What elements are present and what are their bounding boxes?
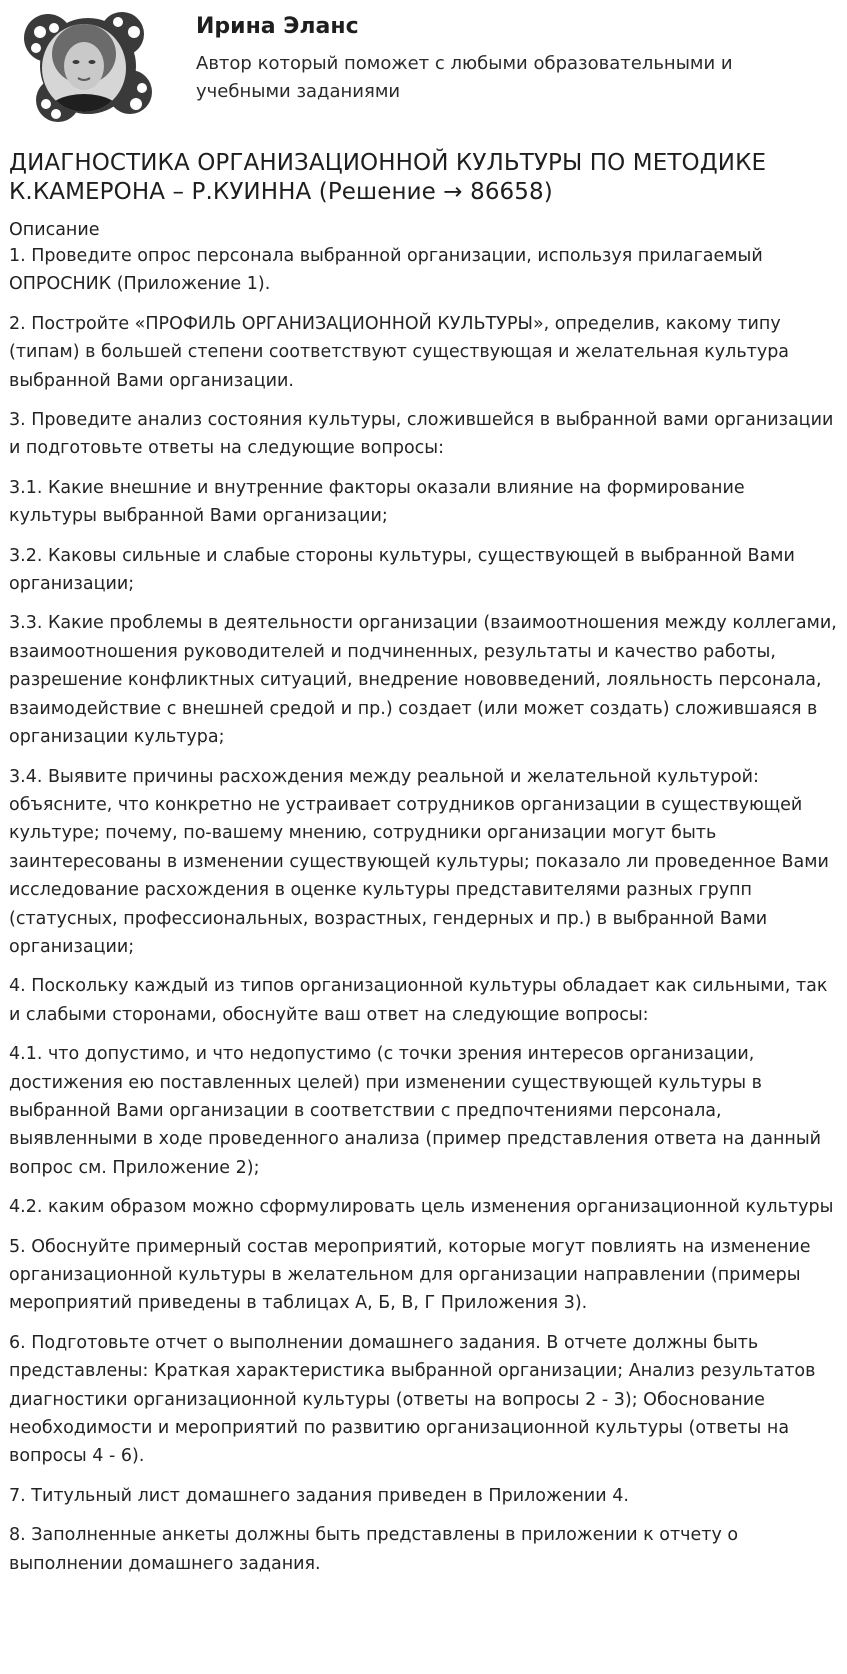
paragraph-3-4: 3.4. Выявите причины расхождения между реальной и желательной культурой: объясните, что конкретно не устраивает сотрудников организации в существующей культуре; почему, по-вашему мнению, сотрудники организации могут быть заинтересованы в изменении существующей культуры; показало ли проведенное Вами исследование расхождения в оценке культуры представителями разных групп (статусных, профессиональных, возрастных, гендерных и пр.) в выбранной Вами организации; <box>9 766 829 957</box>
paragraph-2: 2. Постройте «ПРОФИЛЬ ОРГАНИЗАЦИОННОЙ КУЛЬТУРЫ», определив, какому типу (типам) в большей степени соответствуют существующая и желательная культура выбранной Вами организации. <box>9 313 790 391</box>
paragraph-3-3: 3.3. Какие проблемы в деятельности организации (взаимоотношения между коллегами, взаимоотношения руководителей и подчиненных, результаты и качество работы, разрешение конфликтных ситуаций, внедрение нововведений, лояльность персонала, взаимодействие с внешней средой и пр.) создает (или может создать) сложившаяся в организации культура; <box>9 613 837 748</box>
paragraph-5: 5. Обоснуйте примерный состав мероприятий, которые могут повлиять на изменение организационной культуры в желательном для организации направлении (примеры мероприятий приведены в таблицах А, Б, В, Г Приложения 3). <box>9 1236 811 1314</box>
paragraph-4: 4. Поскольку каждый из типов организационной культуры обладает как сильными, так и слабыми сторонами, обоснуйте ваш ответ на следующие вопросы: <box>9 976 828 1025</box>
author-avatar[interactable] <box>18 8 158 126</box>
paragraph-8: 8. Заполненные анкеты должны быть представлены в приложении к отчету о выполнении домашнего задания. <box>9 1525 739 1574</box>
author-name[interactable]: Ирина Эланс <box>196 14 359 39</box>
author-card <box>9 0 838 128</box>
description-label: Описание <box>9 220 100 240</box>
description-body <box>9 242 838 1578</box>
paragraph-3: 3. Проведите анализ состояния культуры, сложившейся в выбранной вами организации и подготовьте ответы на следующие вопросы: <box>9 410 834 459</box>
paragraph-4-1: 4.1. что допустимо, и что недопустимо (с точки зрения интересов организации, достижения ею поставленных целей) при изменении существующей культуры в выбранной Вами организации в соответствии с предпочтениями персонала, выявленными в ходе проведенного анализа (пример представления ответа на данный вопрос см. Приложение 2); <box>9 1044 822 1178</box>
paragraph-3-2: 3.2. Каковы сильные и слабые стороны культуры, существующей в выбранной Вами организации; <box>9 545 795 595</box>
paragraph-6: 6. Подготовьте отчет о выполнении домашнего задания. В отчете должны быть представлены: Краткая характеристика выбранной организации; Анализ результатов диагностики организационной культуры (ответы на вопросы 2 - 3); Обоснование необходимости и мероприятий по развитию организационной культуры (ответы на вопросы 4 - 6). <box>9 1332 816 1467</box>
author-description: Автор который поможет с любыми образовательными и учебными заданиями <box>196 53 733 102</box>
paragraph-7: 7. Титульный лист домашнего задания приведен в Приложении 4. <box>9 1485 629 1506</box>
paragraph-3-1: 3.1. Какие внешние и внутренние факторы оказали влияние на формирование культуры выбранной Вами организации; <box>9 477 745 527</box>
paragraph-4-2: 4.2. каким образом можно сформулировать цель изменения организационной культуры <box>9 1197 834 1218</box>
document-title: ДИАГНОСТИКА ОРГАНИЗАЦИОННОЙ КУЛЬТУРЫ ПО МЕТОДИКЕ К.КАМЕРОНА – Р.КУИННА (Решение → 86658) <box>9 150 767 205</box>
paragraph-1: 1. Проведите опрос персонала выбранной организации, используя прилагаемый ОПРОСНИК (Приложение 1). <box>9 246 763 295</box>
